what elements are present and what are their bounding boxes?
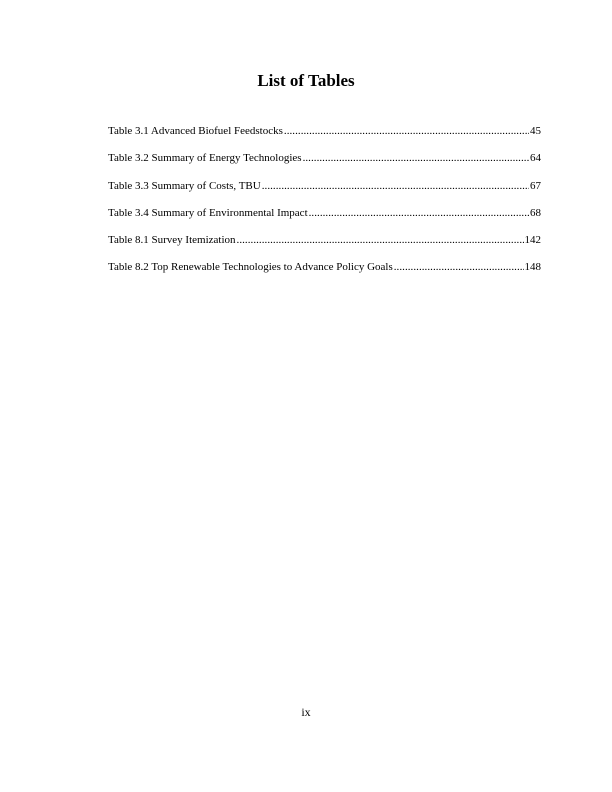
entry-label: Table 8.1 Survey Itemization	[108, 234, 236, 247]
entry-page: 148	[524, 261, 541, 274]
page-number: ix	[301, 705, 311, 719]
toc-entry[interactable]	[108, 261, 541, 288]
entry-page: 45	[530, 125, 541, 137]
dot-leader	[237, 234, 524, 246]
entry-label: Table 3.1 Advanced Biofuel Feedstocks	[108, 125, 283, 137]
toc-entry[interactable]	[108, 234, 541, 261]
toc-entry[interactable]	[108, 152, 541, 179]
dot-leader	[284, 125, 529, 137]
page-title: List of Tables	[257, 71, 355, 90]
entry-page: 68	[530, 206, 541, 219]
entry-page: 142	[524, 234, 541, 247]
entry-label: Table 8.2 Top Renewable Technologies to Advance Policy Goals	[108, 261, 393, 274]
dot-leader	[309, 207, 529, 219]
list-of-tables	[108, 125, 541, 289]
dot-leader	[262, 180, 529, 192]
entry-page: 64	[530, 152, 541, 165]
toc-entry[interactable]	[108, 207, 541, 234]
dot-leader	[394, 261, 524, 273]
toc-entry[interactable]	[108, 180, 541, 207]
toc-entry[interactable]	[108, 125, 541, 152]
entry-label: Table 3.3 Summary of Costs, TBU	[108, 179, 261, 192]
dot-leader	[303, 152, 529, 164]
entry-label: Table 3.4 Summary of Environmental Impact	[108, 206, 308, 219]
entry-label: Table 3.2 Summary of Energy Technologies	[108, 152, 302, 165]
entry-page: 67	[530, 179, 541, 192]
